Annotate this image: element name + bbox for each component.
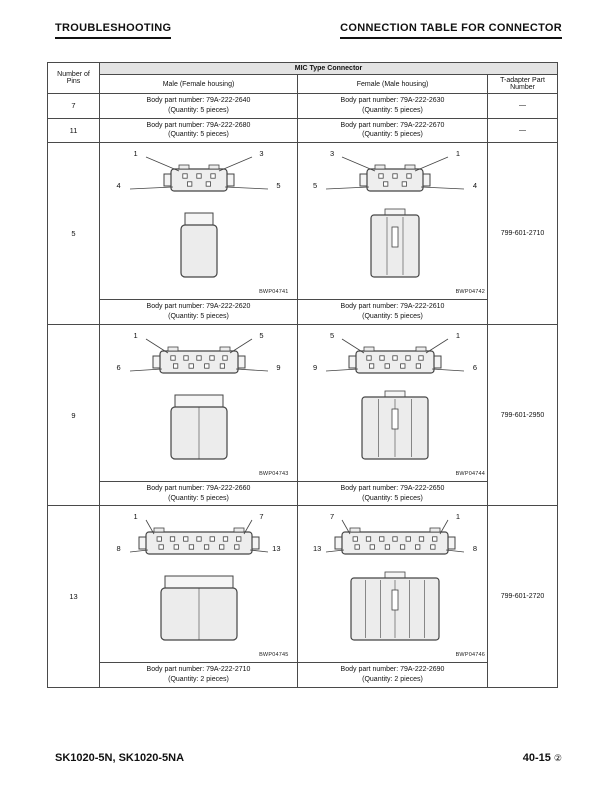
pin-callout: 5 bbox=[330, 330, 335, 340]
pin-count: 5 bbox=[48, 143, 100, 325]
part-number: Body part number: 79A-222-2710 bbox=[146, 666, 251, 674]
female-connector-figure bbox=[300, 510, 490, 660]
pin-callout: 5 bbox=[259, 330, 264, 340]
table-row-7pin bbox=[48, 94, 558, 119]
tadapter-part-number: — bbox=[488, 118, 558, 143]
table-row-5pin-parts bbox=[48, 300, 558, 325]
female-part-cell bbox=[298, 300, 488, 325]
pin-callout: 9 bbox=[276, 362, 281, 372]
figure-code: BWP04741 bbox=[259, 289, 289, 296]
figure-code: BWP04744 bbox=[455, 470, 485, 477]
column-header-female: Female (Male housing) bbox=[298, 75, 488, 94]
pin-count: 11 bbox=[48, 118, 100, 143]
header-chapter-title: CONNECTION TABLE FOR CONNECTOR bbox=[340, 22, 562, 39]
part-quantity: (Quantity: 5 pieces) bbox=[362, 312, 423, 320]
female-connector-figure-cell bbox=[298, 506, 488, 663]
figure-code: BWP04743 bbox=[259, 470, 289, 477]
pin-callout: 4 bbox=[116, 181, 121, 191]
pin-callout: 5 bbox=[276, 181, 281, 191]
female-connector-figure bbox=[300, 147, 490, 297]
pin-callout: 13 bbox=[313, 544, 322, 554]
pin-callout: 6 bbox=[116, 362, 121, 372]
pin-callout: 4 bbox=[472, 181, 477, 191]
figure-code: BWP04745 bbox=[259, 652, 289, 659]
pin-callout: 1 bbox=[455, 512, 460, 522]
pin-callout: 9 bbox=[313, 362, 318, 372]
female-connector-figure bbox=[300, 329, 490, 479]
male-connector-figure-cell bbox=[100, 143, 298, 300]
pin-callout: 1 bbox=[133, 330, 138, 340]
tadapter-part-number: 799-601-2720 bbox=[488, 506, 558, 688]
female-part-cell bbox=[298, 663, 488, 688]
page-footer bbox=[55, 752, 562, 764]
table-subheader-row bbox=[48, 75, 558, 94]
footer-model-numbers: SK1020-5N, SK1020-5NA bbox=[55, 752, 185, 764]
male-connector-figure bbox=[104, 147, 294, 297]
figure-code: BWP04746 bbox=[455, 652, 485, 659]
column-header-pins: Number of Pins bbox=[48, 63, 100, 94]
part-quantity: (Quantity: 5 pieces) bbox=[168, 312, 229, 320]
part-number: Body part number: 79A-222-2630 bbox=[340, 97, 445, 104]
pin-callout: 1 bbox=[133, 512, 138, 522]
male-connector-figure-cell bbox=[100, 506, 298, 663]
part-number: Body part number: 79A-222-2620 bbox=[146, 303, 251, 311]
table-row-5pin-figures bbox=[48, 143, 558, 300]
part-quantity: (Quantity: 5 pieces) bbox=[168, 131, 229, 139]
male-connector-figure bbox=[104, 510, 294, 660]
part-quantity: (Quantity: 5 pieces) bbox=[168, 106, 229, 114]
table-row-13pin-figures bbox=[48, 506, 558, 663]
pin-callout: 3 bbox=[259, 149, 264, 159]
male-part-cell bbox=[100, 481, 298, 506]
pin-callout: 1 bbox=[455, 149, 460, 159]
table-row-9pin-parts bbox=[48, 481, 558, 506]
part-number: Body part number: 79A-222-2670 bbox=[340, 121, 445, 129]
part-quantity: (Quantity: 5 pieces) bbox=[362, 131, 423, 139]
pin-count: 13 bbox=[48, 506, 100, 688]
part-number: Body part number: 79A-222-2610 bbox=[340, 303, 445, 311]
connection-table bbox=[47, 62, 558, 688]
figure-code: BWP04742 bbox=[455, 289, 485, 296]
footer-page-block bbox=[523, 752, 562, 764]
part-quantity: (Quantity: 2 pieces) bbox=[362, 676, 423, 684]
tadapter-part-number: 799-601-2950 bbox=[488, 324, 558, 506]
pin-count: 9 bbox=[48, 324, 100, 506]
female-connector-figure-cell bbox=[298, 143, 488, 300]
pin-callout: 8 bbox=[472, 544, 477, 554]
table-row-11pin bbox=[48, 118, 558, 143]
male-connector-figure bbox=[104, 329, 294, 479]
part-quantity: (Quantity: 2 pieces) bbox=[168, 676, 229, 684]
column-header-tadapter: T-adapter Part Number bbox=[488, 75, 558, 94]
male-part-cell bbox=[100, 663, 298, 688]
pin-count: 7 bbox=[48, 94, 100, 119]
table-title: MIC Type Connector bbox=[100, 63, 558, 75]
female-part-cell bbox=[298, 481, 488, 506]
male-connector-figure-cell bbox=[100, 324, 298, 481]
pin-callout: 3 bbox=[330, 149, 335, 159]
pin-callout: 7 bbox=[259, 512, 264, 522]
female-part-cell bbox=[298, 94, 488, 119]
part-quantity: (Quantity: 5 pieces) bbox=[168, 494, 229, 502]
pin-callout: 1 bbox=[455, 330, 460, 340]
page-number: 40-15 bbox=[522, 752, 551, 764]
pin-callout: 8 bbox=[116, 544, 121, 554]
page-revision-mark: ② bbox=[553, 753, 562, 763]
pin-callout: 7 bbox=[330, 512, 335, 522]
male-part-cell bbox=[100, 300, 298, 325]
page-header bbox=[55, 22, 562, 39]
pin-callout: 13 bbox=[272, 544, 281, 554]
male-part-cell bbox=[100, 118, 298, 143]
part-number: Body part number: 79A-222-2640 bbox=[146, 97, 251, 104]
table-header-row bbox=[48, 63, 558, 75]
header-section-title: TROUBLESHOOTING bbox=[55, 22, 171, 39]
part-quantity: (Quantity: 5 pieces) bbox=[362, 106, 423, 114]
tadapter-part-number: — bbox=[488, 94, 558, 119]
pin-callout: 6 bbox=[472, 362, 477, 372]
column-header-male: Male (Female housing) bbox=[100, 75, 298, 94]
male-part-cell bbox=[100, 94, 298, 119]
part-number: Body part number: 79A-222-2680 bbox=[146, 121, 251, 129]
table-row-13pin-parts bbox=[48, 663, 558, 688]
part-number: Body part number: 79A-222-2690 bbox=[340, 666, 445, 674]
table-row-9pin-figures bbox=[48, 324, 558, 481]
female-connector-figure-cell bbox=[298, 324, 488, 481]
female-part-cell bbox=[298, 118, 488, 143]
part-number: Body part number: 79A-222-2650 bbox=[340, 484, 445, 492]
pin-callout: 1 bbox=[133, 149, 138, 159]
part-quantity: (Quantity: 5 pieces) bbox=[362, 494, 423, 502]
pin-callout: 5 bbox=[313, 181, 318, 191]
part-number: Body part number: 79A-222-2660 bbox=[146, 484, 251, 492]
tadapter-part-number: 799-601-2710 bbox=[488, 143, 558, 325]
